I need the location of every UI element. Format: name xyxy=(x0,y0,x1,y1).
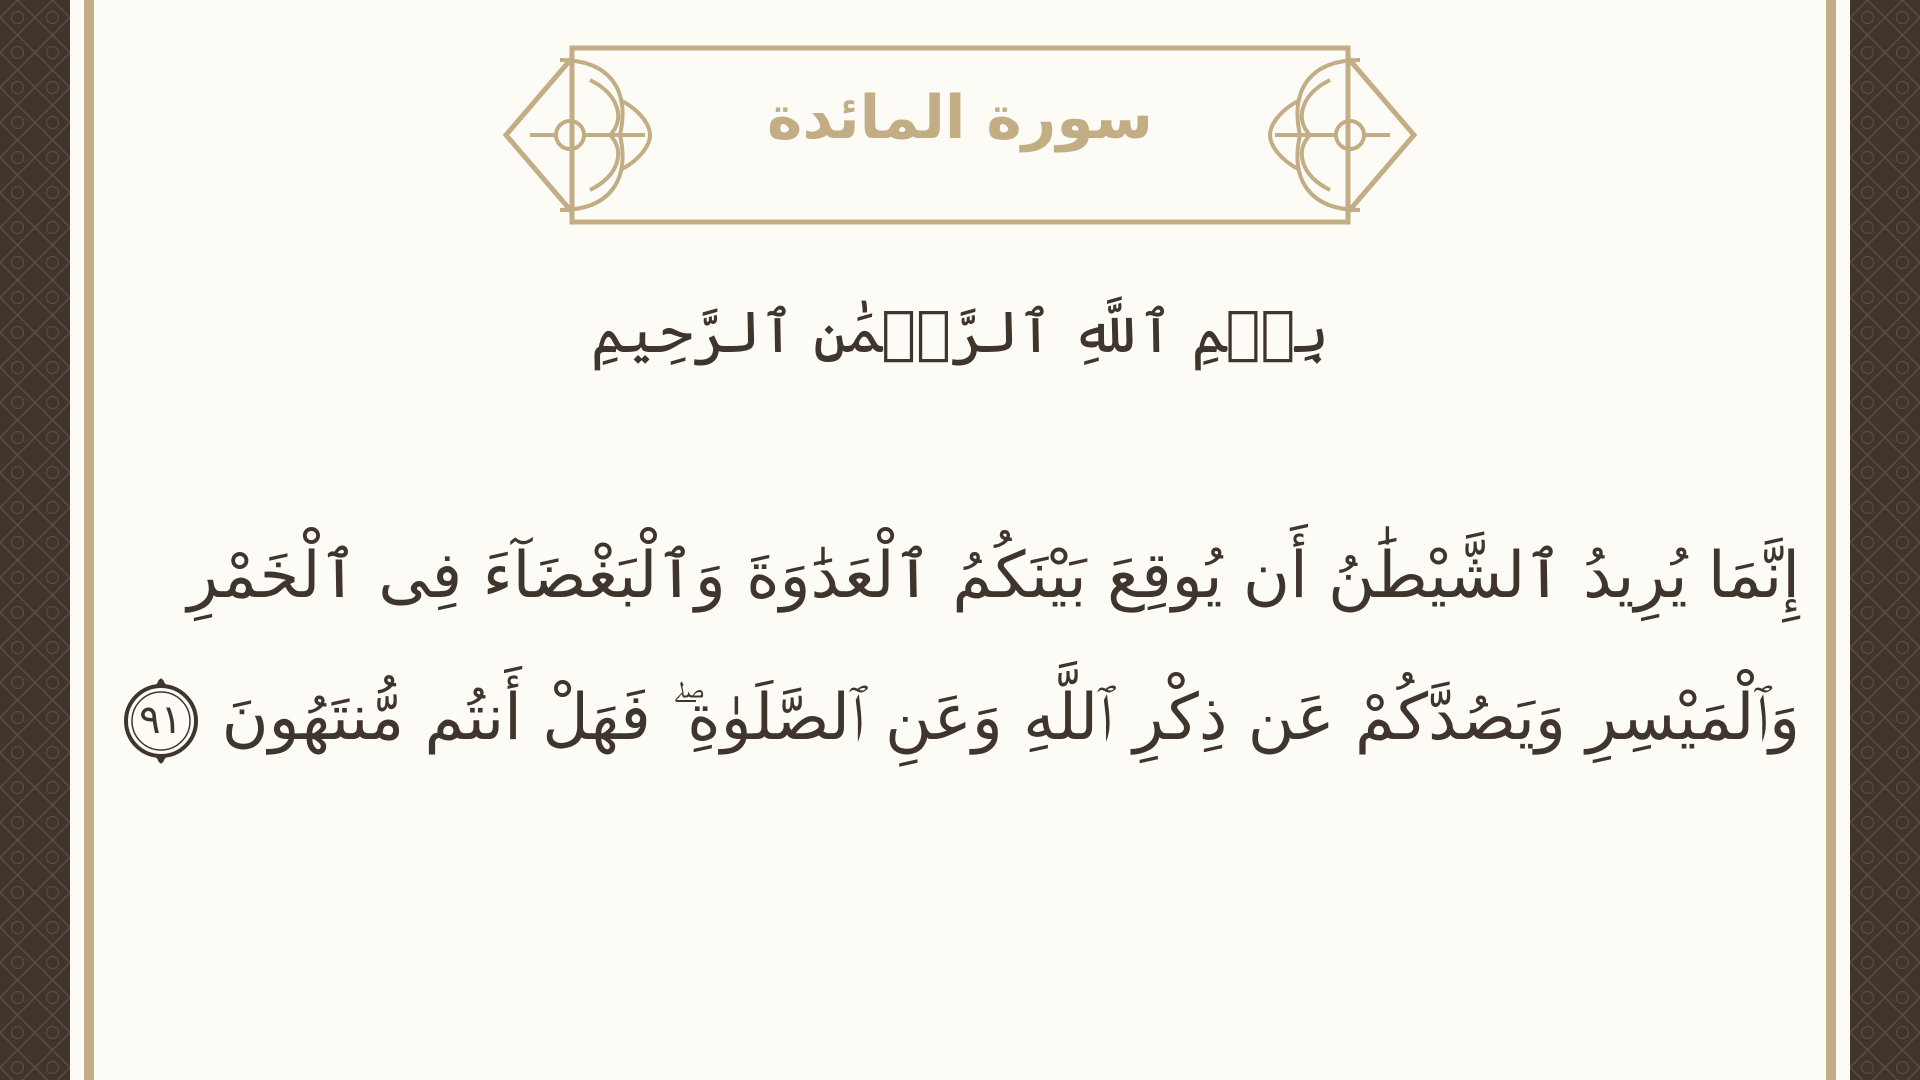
ayah-marker xyxy=(118,678,204,764)
left-gold-rule xyxy=(84,0,94,1080)
verse-line-1: إِنَّمَا يُرِيدُ ٱلشَّيْطَٰنُ أَن يُوقِعَ بَيْنَكُمُ ٱلْعَدَٰوَةَ وَٱلْبَغْضَآءَ فِى ٱلْخَمْرِ xyxy=(187,539,1800,613)
right-ornament-panel xyxy=(1850,0,1920,1080)
ayah-number: ٩١ xyxy=(139,697,183,744)
surah-title: سورة المائدة xyxy=(767,83,1153,153)
left-ornament-panel xyxy=(0,0,70,1080)
right-gold-rule xyxy=(1826,0,1836,1080)
verse-text xyxy=(130,505,1800,789)
basmala: بِسۡمِ ٱللَّهِ ٱلرَّحۡمَٰنِ ٱلرَّحِيمِ xyxy=(590,298,1330,366)
surah-title-cartouche xyxy=(500,40,1420,230)
verse-line-2-text: وَٱلْمَيْسِرِ وَيَصُدَّكُمْ عَن ذِكْرِ ٱللَّهِ وَعَنِ ٱلصَّلَوٰةِ ۖ فَهَلْ أَنتُم مُّنتَهُونَ xyxy=(221,681,1800,755)
verse-line-2 xyxy=(130,647,1800,789)
